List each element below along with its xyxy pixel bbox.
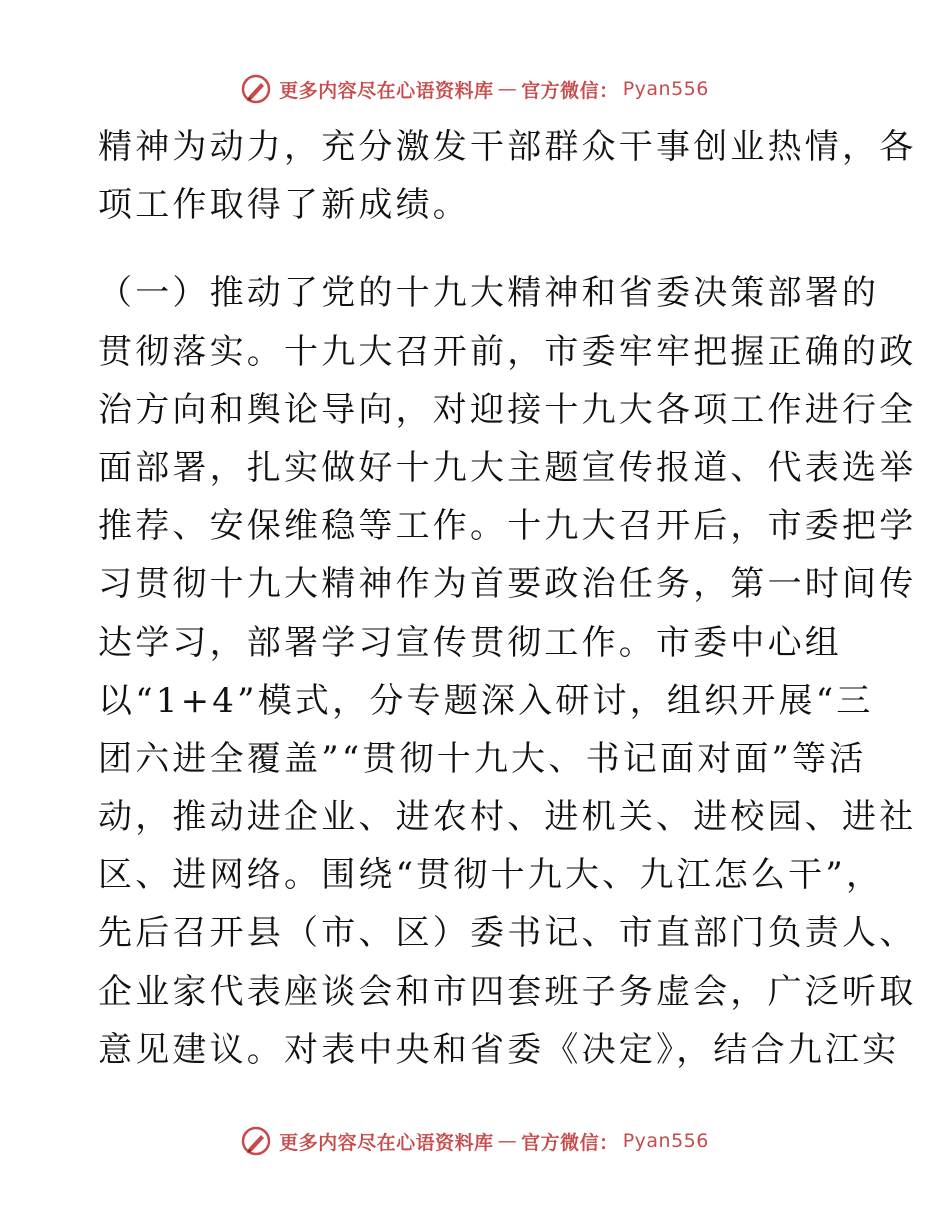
text-line: 意见建议。对表中央和省委《决定》，结合九江实 — [98, 1029, 900, 1070]
text-line: 区、进网络。围绕“贯彻十九大、九江怎么干”， — [98, 855, 884, 896]
text-line: 达学习，部署学习宣传贯彻工作。市委中心组 — [98, 622, 842, 663]
paragraph-gap — [98, 234, 858, 264]
text-line: 面部署，扎实做好十九大主题宣传报道、代表选举 — [98, 447, 917, 488]
text-line: 企业家代表座谈会和市四套班子务虚会，广泛听取 — [98, 971, 917, 1012]
watermark-sub-text: 官方微信： — [521, 1131, 619, 1154]
watermark-id: Pyan556 — [622, 1130, 709, 1152]
pen-logo-icon — [241, 1126, 271, 1156]
text-line: 项工作取得了新成绩。 — [98, 185, 470, 226]
watermark-dash: — — [497, 78, 518, 100]
text-line: 精神为动力，充分激发干部群众干事创业热情，各 — [98, 127, 917, 167]
text-line: 推荐、安保维稳等工作。十九大召开后，市委把学 — [98, 506, 917, 547]
watermark-id: Pyan556 — [622, 78, 709, 100]
document-body — [98, 118, 917, 1079]
watermark-main-text: 更多内容尽在心语资料库 — [279, 79, 494, 102]
pen-logo-icon — [241, 74, 271, 104]
watermark-main-text: 更多内容尽在心语资料库 — [279, 1131, 494, 1154]
text-line: 贯彻落实。十九大召开前，市委牢牢把握正确的政 — [98, 331, 917, 372]
watermark-header — [0, 72, 950, 106]
watermark-sub-text: 官方微信： — [521, 79, 619, 102]
text-line: 团六进全覆盖”“贯彻十九大、书记面对面”等活 — [98, 738, 867, 779]
text-line: 动，推动进企业、进农村、进机关、进校园、进社 — [98, 797, 917, 838]
text-line: 以“1+4”模式，分专题深入研讨，组织开展“三 — [98, 680, 874, 721]
text-line: 习贯彻十九大精神作为首要政治任务，第一时间传 — [98, 564, 917, 605]
section-heading: （一）推动了党的十九大精神和省委决策部署的 — [98, 273, 880, 314]
watermark-dash: — — [497, 1130, 518, 1152]
text-line: 治方向和舆论导向，对迎接十九大各项工作进行全 — [98, 389, 917, 430]
text-line: 先后召开县（市、区）委书记、市直部门负责人、 — [98, 913, 917, 954]
watermark-footer — [0, 1124, 950, 1158]
